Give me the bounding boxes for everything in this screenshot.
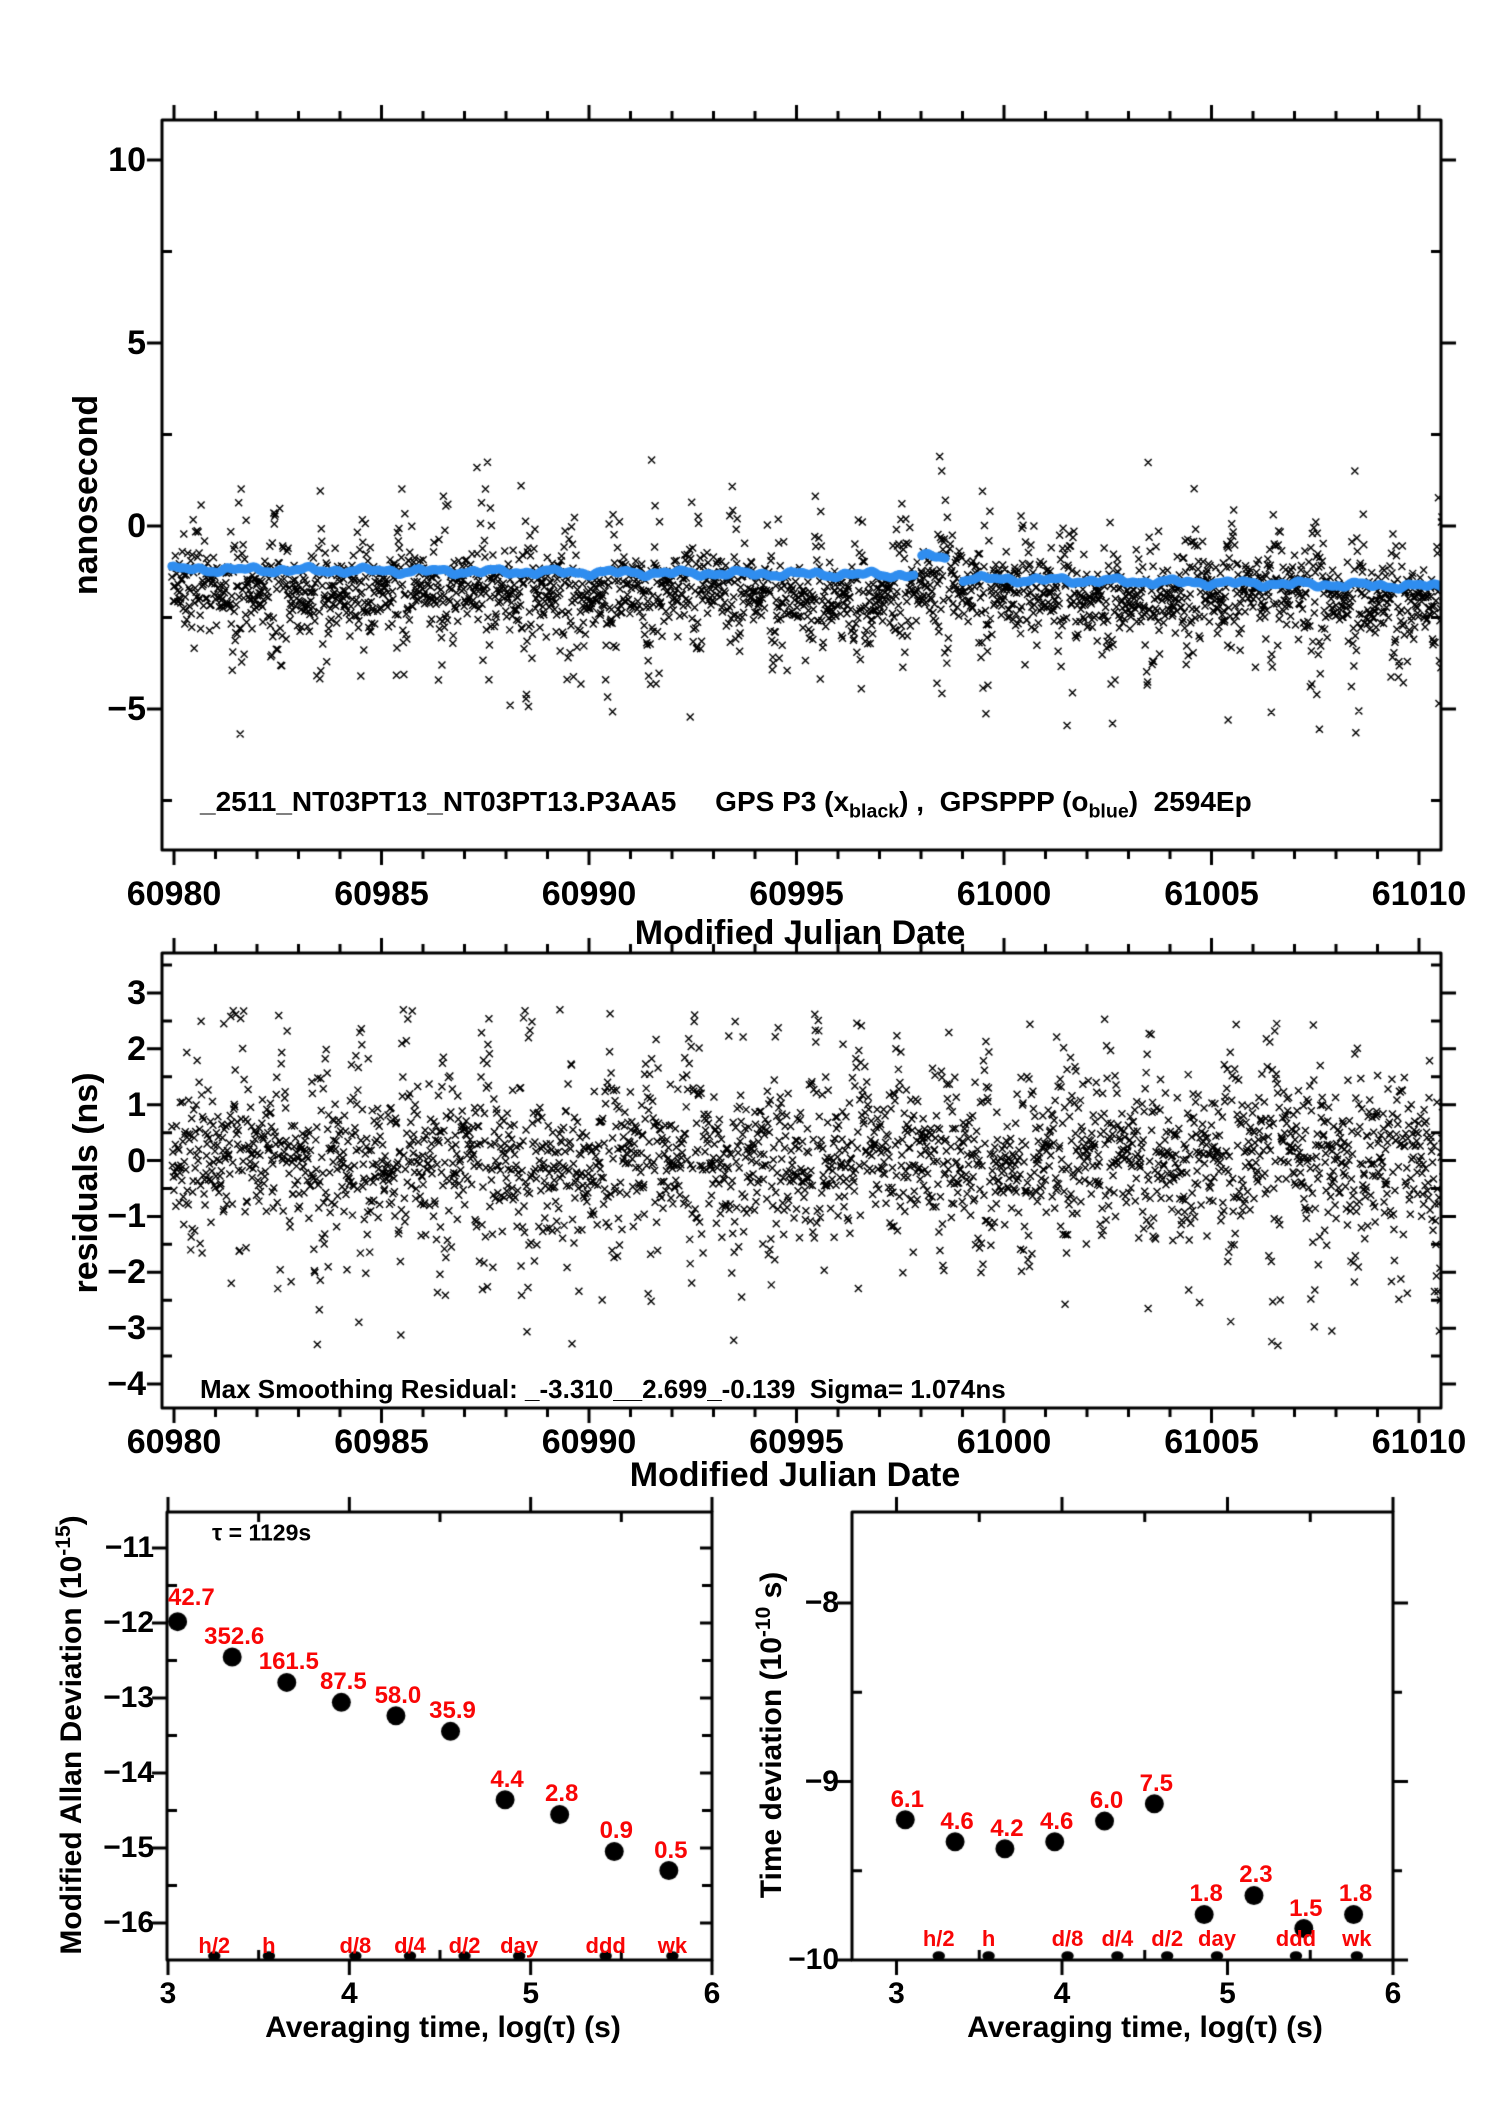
tau-grid-label: ddd [585,1933,626,1958]
tau-grid-label: d/2 [448,1933,481,1958]
x-tick-label: 61010 [1371,875,1467,913]
x-tick-label: 3 [159,1977,177,2010]
mdev-y-axis-title: Modified Allan Deviation $(10^{-15})$ [52,1515,88,1955]
x-tick-label: 60980 [126,1423,222,1461]
x-tick-label: 60985 [334,1423,429,1461]
x-tick-label: 61000 [956,875,1052,913]
point-value-label: 0.5 [654,1836,688,1864]
point-value-label: 1.5 [1289,1894,1323,1922]
point-value-label: 2.8 [544,1780,579,1808]
tau-grid-label: h/2 [922,1926,955,1951]
point-value-label: 7.5 [1139,1769,1174,1797]
tau-grid-label: d/4 [1101,1926,1134,1951]
tau-grid-label: d/2 [1151,1926,1184,1951]
point-value-label: 1.8 [1189,1880,1223,1908]
y-tick-label: −3 [107,1309,146,1348]
tau-grid-label: wk [1342,1926,1372,1951]
tdev-y-axis-title: Time deviation ($10^{-10}$ s) [752,1571,788,1899]
point-value-label: 4.2 [990,1814,1024,1842]
point-value-label: 352.6 [204,1622,265,1650]
x-tick-label: 5 [1219,1977,1236,2010]
y-tick-label: −9 [804,1764,839,1798]
y-tick-label: −5 [107,690,146,728]
y-tick-label: 10 [108,141,146,179]
y-tick-label: 0 [127,507,146,545]
y-tick-label: 0 [127,1141,146,1180]
x-tick-label: 60995 [749,1423,844,1461]
y-tick-label: −1 [107,1197,146,1236]
point-value-label: 6.0 [1089,1787,1124,1815]
x-tick-label: 61000 [956,1423,1052,1461]
point-value-label: 4.6 [1040,1807,1074,1835]
tau-grid-label: day [500,1933,539,1958]
point-value-label: 0.9 [599,1817,633,1845]
x-tick-label: 5 [522,1977,539,2010]
tau-grid-label: d/8 [1051,1926,1084,1951]
y-tick-label: −8 [804,1586,839,1619]
y-tick-label: −11 [104,1531,154,1564]
x-tick-label: 6 [1384,1977,1402,2010]
y-tick-label: −10 [788,1943,839,1976]
tau-grid-label: h [981,1926,996,1951]
tau-grid-label: day [1198,1926,1236,1951]
middle-x-axis-title: Modified Julian Date [629,1456,961,1494]
y-tick-label: −12 [103,1606,154,1639]
x-tick-label: 60990 [541,1423,637,1461]
y-tick-label: −15 [103,1831,154,1864]
x-tick-label: 61005 [1164,875,1259,913]
x-tick-label: 60985 [334,875,429,913]
x-tick-label: 4 [1053,1977,1071,2010]
y-tick-label: 2 [127,1029,146,1068]
point-value-label: 6.1 [890,1785,924,1813]
mdev-x-axis-title: Averaging time, log(τ) (s) [265,2011,621,2044]
tau-grid-label: wk [657,1933,688,1958]
tau-grid-label: ddd [1275,1926,1317,1951]
y-tick-label: −14 [103,1756,154,1789]
y-tick-label: 5 [127,324,146,362]
y-tick-label: −2 [107,1253,146,1292]
point-value-label: 2.3 [1239,1861,1273,1889]
y-tick-label: −16 [103,1906,154,1939]
top-y-axis-title: nanosecond [67,394,105,596]
tau-annotation: τ = 1129s [212,1519,312,1546]
point-value-label: 87.5 [319,1668,367,1696]
point-value-label: 35.9 [429,1697,476,1725]
y-tick-label: −13 [103,1681,154,1714]
tdev-x-axis-title: Averaging time, log(τ) (s) [967,2011,1323,2044]
x-tick-label: 60990 [541,875,637,913]
tau-grid-label: d/8 [339,1933,372,1958]
x-tick-label: 60995 [749,875,844,913]
point-value-label: 4.6 [940,1807,974,1835]
x-tick-label: 60980 [126,875,222,913]
y-tick-label: −4 [107,1365,146,1404]
y-tick-label: 1 [127,1085,146,1124]
plot-title: _2511_NT03PT13_NT03PT13.P3AA5 GPS P3 $(x_{black})$ , GPSPPP $(o_{blue})$ 2594Ep [200,785,1252,823]
x-tick-label: 61010 [1371,1423,1467,1461]
point-value-label: 42.7 [168,1583,215,1611]
point-value-label: 1.8 [1338,1880,1373,1908]
top-x-axis-title: Modified Julian Date [634,914,966,952]
x-tick-label: 4 [340,1977,358,2010]
x-tick-label: 61005 [1164,1423,1259,1461]
tau-grid-label: h [262,1933,276,1958]
x-tick-label: 3 [888,1977,905,2010]
y-tick-label: 3 [127,974,146,1012]
tau-grid-label: d/4 [394,1933,426,1958]
residual-annotation: Max Smoothing Residual: _-3.310__2.699_-0.139 Sigma= 1.074ns [200,1374,1006,1404]
point-value-label: 4.4 [490,1765,524,1793]
point-value-label: 161.5 [258,1648,319,1676]
x-tick-label: 6 [703,1977,721,2010]
tau-grid-label: h/2 [198,1933,231,1958]
point-value-label: 58.0 [374,1681,422,1709]
middle-y-axis-title: residuals (ns) [67,1072,105,1294]
